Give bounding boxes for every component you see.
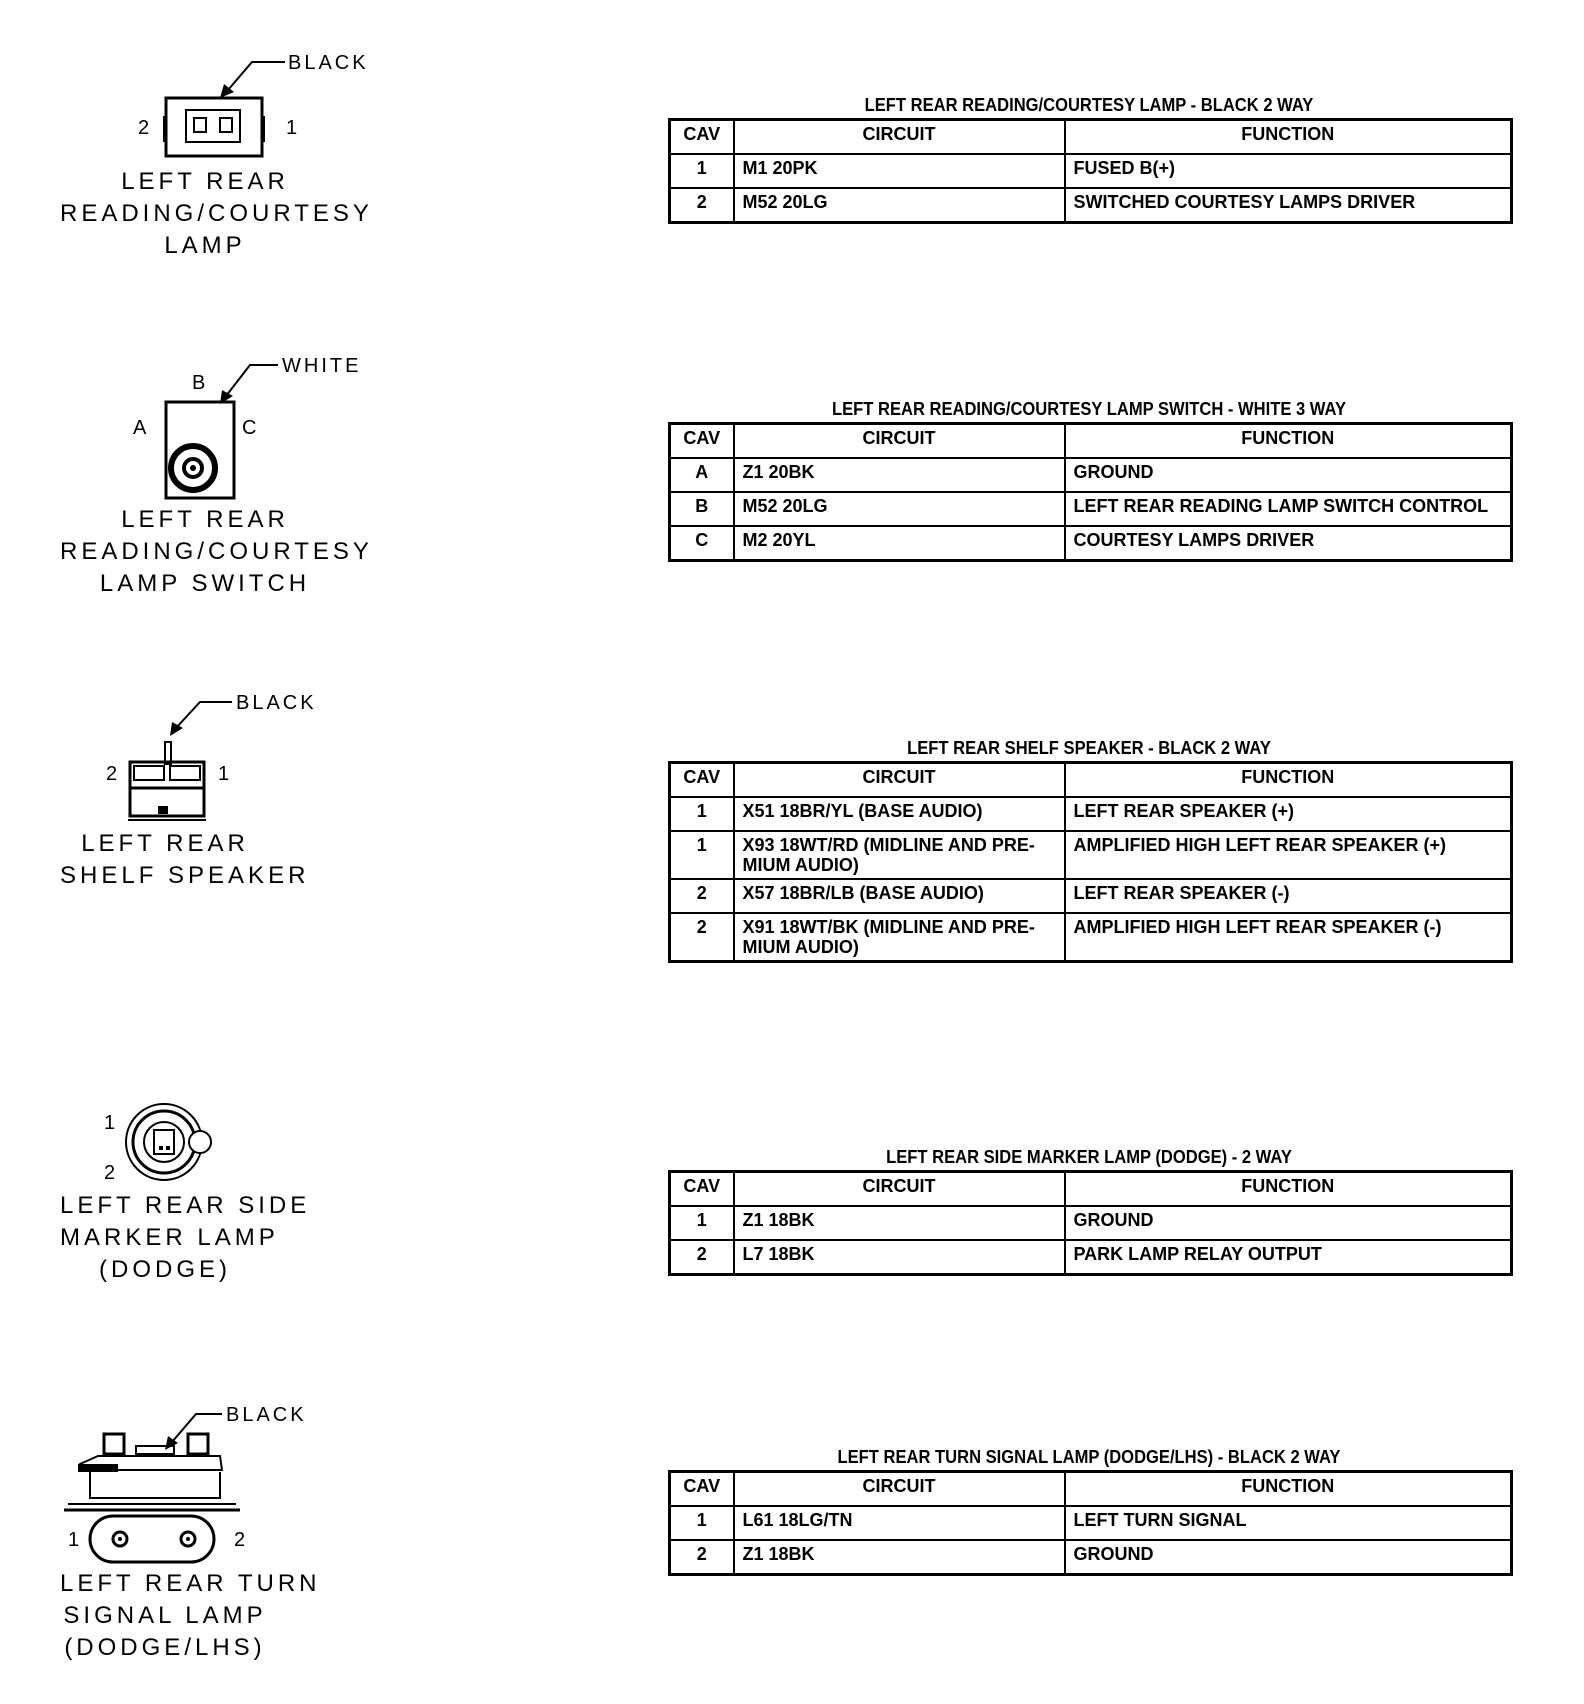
connector-name xyxy=(60,166,373,262)
pin-label: 1 xyxy=(104,1112,119,1134)
connector-diagram-2 xyxy=(60,340,380,610)
circuit-cell: L61 18LG/TN xyxy=(734,1506,1065,1540)
function-cell: LEFT REAR SPEAKER (-) xyxy=(1065,879,1512,913)
column-header-circuit: CIRCUIT xyxy=(734,1472,1065,1507)
table-title: LEFT REAR READING/COURTESY LAMP - BLACK 2 WAY xyxy=(864,95,1314,115)
turn-signal-lamp-connector-icon xyxy=(60,1400,380,1560)
column-header-function: FUNCTION xyxy=(1065,120,1512,155)
connector-name-line: SIGNAL LAMP xyxy=(63,1602,267,1629)
table-row xyxy=(670,1206,1512,1240)
pinout-table xyxy=(668,761,1513,963)
table-header-row xyxy=(670,1472,1512,1507)
cav-cell: 1 xyxy=(670,797,734,831)
table-row xyxy=(670,526,1512,561)
wire-color-label: BLACK xyxy=(226,1404,307,1426)
table-row xyxy=(670,154,1512,188)
column-header-cav: CAV xyxy=(670,120,734,155)
pin-label: C xyxy=(242,417,260,439)
function-cell: AMPLIFIED HIGH LEFT REAR SPEAKER (-) xyxy=(1065,913,1512,962)
table-title: LEFT REAR READING/COURTESY LAMP SWITCH - WHITE 3 WAY xyxy=(831,399,1346,419)
connector-name-line: READING/COURTESY xyxy=(60,200,373,227)
connector-table-3 xyxy=(668,735,1510,963)
pinout-table xyxy=(668,422,1513,562)
wire-color-label: BLACK xyxy=(288,52,369,74)
function-cell: LEFT REAR READING LAMP SWITCH CONTROL xyxy=(1065,492,1512,526)
pinout-table xyxy=(668,118,1513,224)
pinout-table xyxy=(668,1170,1513,1276)
function-cell: COURTESY LAMPS DRIVER xyxy=(1065,526,1512,561)
pin-label: 1 xyxy=(218,763,233,785)
function-cell: LEFT REAR SPEAKER (+) xyxy=(1065,797,1512,831)
table-row xyxy=(670,1506,1512,1540)
cav-cell: 2 xyxy=(670,1240,734,1275)
connector-diagram-5 xyxy=(60,1400,380,1670)
connector-table-5 xyxy=(668,1444,1510,1576)
table-title: LEFT REAR TURN SIGNAL LAMP (DODGE/LHS) - BLACK 2 WAY xyxy=(837,1447,1341,1467)
circuit-cell: M1 20PK xyxy=(734,154,1065,188)
connector-name-line: READING/COURTESY xyxy=(60,538,373,565)
cav-cell: 2 xyxy=(670,879,734,913)
table-header-row xyxy=(670,120,1512,155)
circuit-cell: X93 18WT/RD (MIDLINE AND PRE-MIUM AUDIO) xyxy=(734,831,1065,879)
circuit-cell: M52 20LG xyxy=(734,492,1065,526)
column-header-circuit: CIRCUIT xyxy=(734,763,1065,798)
column-header-cav: CAV xyxy=(670,1472,734,1507)
table-row xyxy=(670,831,1512,879)
circuit-cell: X51 18BR/YL (BASE AUDIO) xyxy=(734,797,1065,831)
cav-cell: 2 xyxy=(670,188,734,223)
connector-name-line: LEFT REAR SIDE xyxy=(60,1192,311,1219)
column-header-function: FUNCTION xyxy=(1065,424,1512,459)
pin-label: 1 xyxy=(68,1529,83,1551)
column-header-circuit: CIRCUIT xyxy=(734,120,1065,155)
table-row xyxy=(670,1240,1512,1275)
lamp-switch-connector-icon xyxy=(60,340,380,510)
table-row xyxy=(670,188,1512,223)
column-header-function: FUNCTION xyxy=(1065,1472,1512,1507)
connector-name-line: MARKER LAMP xyxy=(60,1224,279,1251)
column-header-circuit: CIRCUIT xyxy=(734,424,1065,459)
cav-cell: B xyxy=(670,492,734,526)
circuit-cell: L7 18BK xyxy=(734,1240,1065,1275)
connector-diagram-1 xyxy=(60,0,380,270)
column-header-cav: CAV xyxy=(670,424,734,459)
cav-cell: 1 xyxy=(670,1206,734,1240)
connector-name-line: LEFT REAR xyxy=(121,168,289,195)
connector-diagram-3 xyxy=(60,680,380,920)
cav-cell: 2 xyxy=(670,913,734,962)
connector-table-1 xyxy=(668,92,1510,224)
connector-name-line: LAMP xyxy=(164,232,246,259)
pin-label: 2 xyxy=(138,117,153,139)
connector-name-line: SHELF SPEAKER xyxy=(60,862,310,889)
circuit-cell: M2 20YL xyxy=(734,526,1065,561)
pin-label: 2 xyxy=(234,1529,249,1551)
connector-name xyxy=(60,504,373,600)
cav-cell: C xyxy=(670,526,734,561)
function-cell: GROUND xyxy=(1065,1540,1512,1575)
shelf-speaker-connector-icon xyxy=(60,680,380,830)
table-header-row xyxy=(670,1172,1512,1207)
table-header-row xyxy=(670,763,1512,798)
connector-name xyxy=(60,1190,311,1286)
table-row xyxy=(670,797,1512,831)
cav-cell: 1 xyxy=(670,154,734,188)
table-row xyxy=(670,458,1512,492)
connector-name xyxy=(60,828,310,892)
function-cell: GROUND xyxy=(1065,458,1512,492)
cav-cell: A xyxy=(670,458,734,492)
pin-label: 2 xyxy=(106,763,121,785)
two-way-lamp-connector-icon xyxy=(60,0,380,170)
pin-label: 1 xyxy=(286,117,301,139)
pin-label: 2 xyxy=(104,1162,119,1184)
column-header-function: FUNCTION xyxy=(1065,1172,1512,1207)
circuit-cell: M52 20LG xyxy=(734,188,1065,223)
function-cell: FUSED B(+) xyxy=(1065,154,1512,188)
function-cell: AMPLIFIED HIGH LEFT REAR SPEAKER (+) xyxy=(1065,831,1512,879)
pin-label: B xyxy=(192,372,209,394)
column-header-cav: CAV xyxy=(670,1172,734,1207)
connector-name-line: LEFT REAR xyxy=(121,506,289,533)
circuit-cell: Z1 20BK xyxy=(734,458,1065,492)
cav-cell: 2 xyxy=(670,1540,734,1575)
column-header-function: FUNCTION xyxy=(1065,763,1512,798)
table-title: LEFT REAR SIDE MARKER LAMP (DODGE) - 2 WAY xyxy=(886,1147,1292,1167)
wire-color-label: BLACK xyxy=(236,692,317,714)
connector-name-line: LEFT REAR TURN xyxy=(60,1570,321,1597)
connector-table-2 xyxy=(668,396,1510,562)
connector-diagram-4 xyxy=(60,1100,380,1330)
connector-name-line: LAMP SWITCH xyxy=(99,570,311,597)
connector-table-4 xyxy=(668,1144,1510,1276)
table-header-row xyxy=(670,424,1512,459)
column-header-circuit: CIRCUIT xyxy=(734,1172,1065,1207)
column-header-cav: CAV xyxy=(670,763,734,798)
circuit-cell: Z1 18BK xyxy=(734,1206,1065,1240)
pin-label: A xyxy=(133,417,150,439)
pinout-table xyxy=(668,1470,1513,1576)
table-row xyxy=(670,1540,1512,1575)
circuit-cell: X91 18WT/BK (MIDLINE AND PRE-MIUM AUDIO) xyxy=(734,913,1065,962)
circuit-cell: X57 18BR/LB (BASE AUDIO) xyxy=(734,879,1065,913)
function-cell: LEFT TURN SIGNAL xyxy=(1065,1506,1512,1540)
connector-name-line: LEFT REAR xyxy=(81,830,249,857)
connector-name xyxy=(60,1568,321,1664)
table-row xyxy=(670,913,1512,962)
circuit-cell: Z1 18BK xyxy=(734,1540,1065,1575)
connector-name-line: (DODGE) xyxy=(99,1256,231,1283)
connector-name-line: (DODGE/LHS) xyxy=(64,1634,266,1661)
function-cell: GROUND xyxy=(1065,1206,1512,1240)
wire-color-label: WHITE xyxy=(282,355,362,377)
table-row xyxy=(670,492,1512,526)
cav-cell: 1 xyxy=(670,831,734,879)
table-title: LEFT REAR SHELF SPEAKER - BLACK 2 WAY xyxy=(907,738,1271,758)
function-cell: PARK LAMP RELAY OUTPUT xyxy=(1065,1240,1512,1275)
cav-cell: 1 xyxy=(670,1506,734,1540)
function-cell: SWITCHED COURTESY LAMPS DRIVER xyxy=(1065,188,1512,223)
table-row xyxy=(670,879,1512,913)
